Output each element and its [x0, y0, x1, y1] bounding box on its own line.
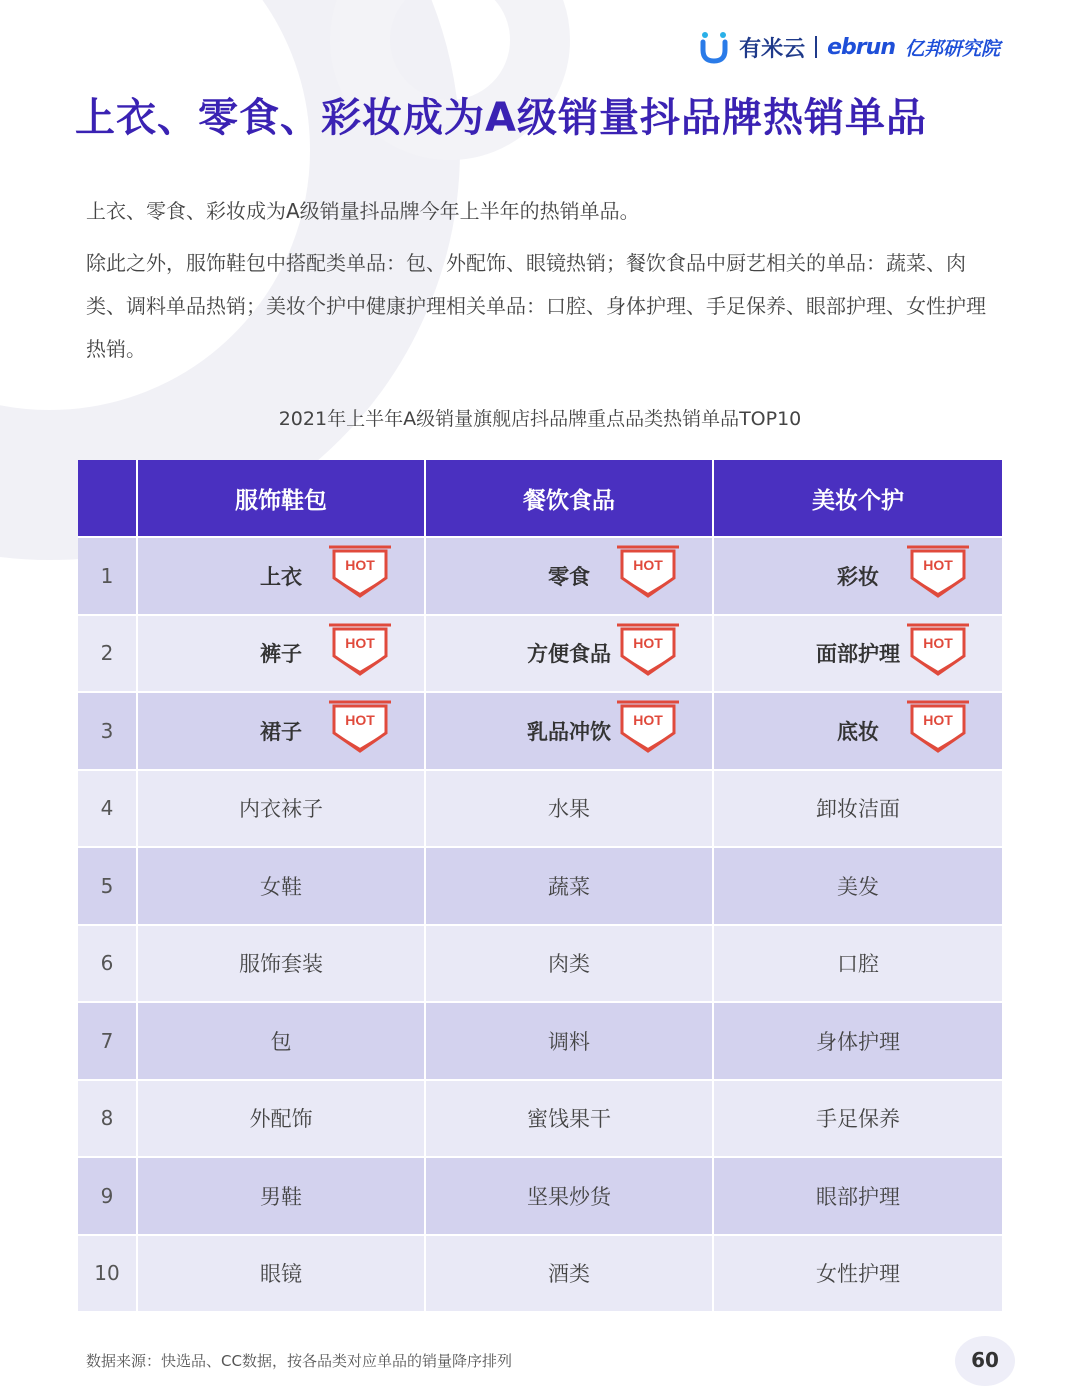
item-cell	[714, 771, 1002, 847]
item-cell	[714, 1003, 1002, 1079]
rank-cell: 10	[78, 1236, 138, 1312]
item-label: 零食	[548, 564, 590, 589]
hot-badge-icon	[906, 544, 970, 600]
table-title: 2021年上半年A级销量旗舰店抖品牌重点品类热销单品TOP10	[278, 408, 802, 430]
item-cell	[138, 926, 426, 1002]
hot-label: HOT	[633, 557, 663, 573]
item-label: 手足保养	[816, 1107, 900, 1132]
item-cell	[426, 848, 714, 924]
item-cell	[138, 538, 426, 614]
item-label: 调料	[548, 1029, 590, 1054]
item-label: 女鞋	[260, 874, 302, 899]
item-cell	[138, 1081, 426, 1157]
table-row	[78, 1001, 1002, 1079]
page-number: 60	[971, 1348, 999, 1372]
item-cell	[426, 1236, 714, 1312]
item-cell	[426, 1081, 714, 1157]
hot-label: HOT	[923, 557, 953, 573]
item-label: 面部护理	[816, 642, 900, 667]
rank-cell: 4	[78, 771, 138, 847]
logo-separator	[815, 36, 817, 58]
item-label: 卸妆洁面	[816, 797, 900, 822]
item-cell	[138, 848, 426, 924]
table-row	[78, 1156, 1002, 1234]
item-label: 水果	[548, 797, 590, 822]
table-row	[78, 614, 1002, 692]
item-cell	[426, 693, 714, 769]
hot-label: HOT	[345, 634, 375, 651]
item-cell	[714, 1081, 1002, 1157]
item-label: 裤子	[260, 642, 302, 667]
item-cell	[714, 693, 1002, 769]
hot-badge-icon	[616, 622, 680, 678]
rank-cell: 7	[78, 1003, 138, 1079]
logo-bar	[699, 30, 1000, 64]
item-label: 男鞋	[260, 1184, 302, 1209]
table-row	[78, 769, 1002, 847]
rank-cell: 2	[78, 616, 138, 692]
item-label: 身体护理	[816, 1029, 900, 1054]
item-cell	[138, 693, 426, 769]
hot-label: HOT	[345, 712, 375, 728]
hot-label: HOT	[345, 557, 375, 573]
item-label: 眼部护理	[816, 1184, 900, 1209]
item-cell	[426, 926, 714, 1002]
data-source-note: 数据来源：快选品、CC数据，按各品类对应单品的销量降序排列	[86, 1352, 512, 1370]
item-cell	[426, 616, 714, 692]
intro-paragraph-2: 除此之外，服饰鞋包中搭配类单品：包、外配饰、眼镜热销；餐饮食品中厨艺相关的单品：蔬菜、肉类、调料单品热销；美妆个护中健康护理相关单品：口腔、身体护理、手足保养、眼部护理、女性护理热销。	[86, 251, 986, 361]
rank-cell: 1	[78, 538, 138, 614]
item-label: 坚果炒货	[527, 1184, 611, 1209]
rank-cell: 8	[78, 1081, 138, 1157]
item-label: 裙子	[260, 719, 302, 744]
hot-badge-icon	[328, 699, 392, 755]
item-label: 蜜饯果干	[527, 1107, 611, 1132]
item-label: 服饰套装	[239, 952, 323, 977]
hot-badge-icon	[616, 699, 680, 755]
table-row	[78, 846, 1002, 924]
hot-badge-icon	[328, 544, 392, 600]
item-label: 女性护理	[816, 1262, 900, 1287]
item-cell	[138, 1003, 426, 1079]
youmi-logo-text: 有米云	[739, 36, 806, 62]
intro-paragraph-1: 上衣、零食、彩妆成为A级销量抖品牌今年上半年的热销单品。	[86, 199, 640, 223]
item-label: 酒类	[548, 1262, 590, 1287]
hot-badge-icon	[906, 699, 970, 755]
top10-table	[78, 460, 1002, 1311]
item-label: 美发	[837, 874, 879, 899]
item-cell	[714, 1236, 1002, 1312]
item-label: 上衣	[260, 564, 302, 589]
item-cell	[138, 616, 426, 692]
hot-badge-icon	[328, 622, 392, 678]
table-row	[78, 536, 1002, 614]
hot-label: HOT	[633, 634, 663, 651]
header-apparel: 服饰鞋包	[138, 460, 426, 536]
item-cell	[426, 771, 714, 847]
item-label: 方便食品	[527, 642, 611, 667]
rank-cell: 5	[78, 848, 138, 924]
item-label: 肉类	[548, 952, 590, 977]
table-row	[78, 691, 1002, 769]
table-row	[78, 1234, 1002, 1312]
item-label: 包	[270, 1029, 292, 1054]
item-label: 彩妆	[837, 564, 879, 589]
item-cell	[426, 538, 714, 614]
item-label: 口腔	[837, 952, 879, 977]
item-cell	[714, 616, 1002, 692]
page-title: 上衣、零食、彩妆成为A级销量抖品牌热销单品	[75, 95, 927, 141]
hot-label: HOT	[923, 712, 953, 728]
item-cell	[426, 1003, 714, 1079]
item-cell	[138, 1158, 426, 1234]
item-cell	[714, 1158, 1002, 1234]
rank-cell: 6	[78, 926, 138, 1002]
ebrun-institute-text: 亿邦研究院	[904, 37, 1000, 60]
header-food: 餐饮食品	[426, 460, 714, 536]
intro-text	[86, 190, 996, 380]
table-header-row	[78, 460, 1002, 536]
hot-label: HOT	[633, 712, 663, 728]
item-cell	[714, 926, 1002, 1002]
item-cell	[426, 1158, 714, 1234]
rank-cell: 9	[78, 1158, 138, 1234]
table-row	[78, 1079, 1002, 1157]
item-label: 乳品冲饮	[527, 719, 611, 744]
rank-cell: 3	[78, 693, 138, 769]
youmi-logo-icon	[699, 30, 729, 64]
header-beauty: 美妆个护	[812, 487, 904, 514]
item-cell	[714, 848, 1002, 924]
item-cell	[138, 1236, 426, 1312]
item-cell	[138, 771, 426, 847]
header-rank	[78, 460, 138, 536]
table-row	[78, 924, 1002, 1002]
ebrun-logo-text: ebrun	[827, 34, 895, 60]
item-label: 蔬菜	[548, 874, 590, 899]
item-label: 内衣袜子	[239, 797, 323, 822]
hot-badge-icon	[616, 544, 680, 600]
item-label: 外配饰	[249, 1107, 313, 1132]
item-cell	[714, 538, 1002, 614]
hot-badge-icon	[906, 622, 970, 678]
item-label: 眼镜	[260, 1262, 302, 1287]
hot-label: HOT	[923, 634, 953, 651]
item-label: 底妆	[837, 719, 879, 744]
table-body	[78, 536, 1002, 1311]
